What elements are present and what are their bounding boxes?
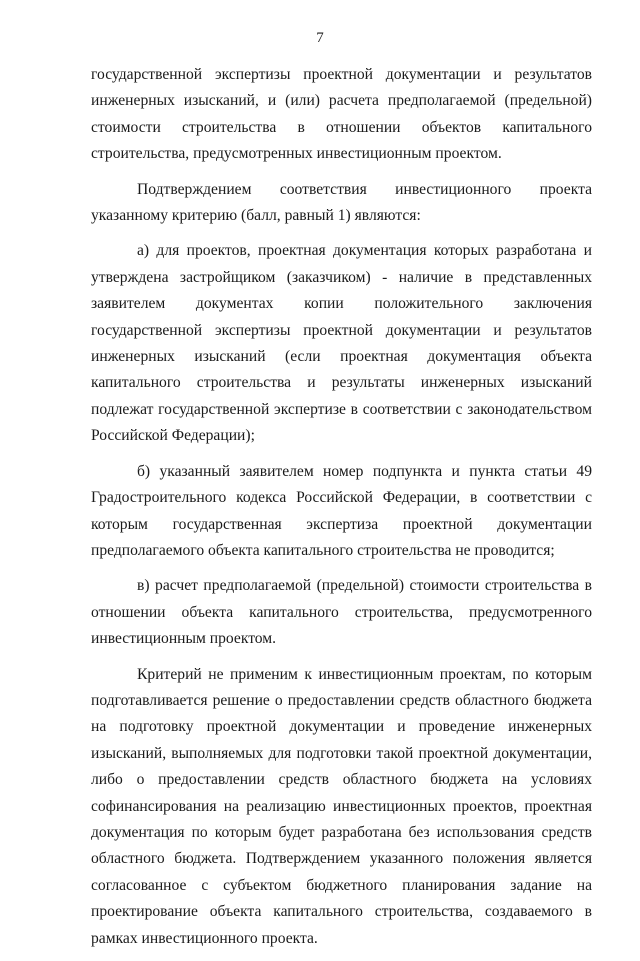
paragraph-item-b: б) указанный заявителем номер подпункта и пункта статьи 49 Градостроительного кодекса Российской Федерации, в соответствии с которым государственная экспертиза проектной документации предполагаемого объекта капитального строительства не проводится; bbox=[91, 462, 592, 559]
paragraph-criterion-not-applicable: Критерий не применим к инвестиционным проектам, по которым подготавливается решение о предоставлении средств областного бюджета на подготовку проектной документации и проведение инженерных изысканий, выполняемых для подготовки такой проектной документации, либо о предоставлении средств областного бюджета на условиях софинансирования на реализацию инвестиционных проектов, проектная документация по которым будет разработана без использования средств областного бюджета. Подтверждением указанного положения является согласованное с субъектом бюджетного планирования задание на проектирование объекта капитального строительства, создаваемого в рамках инвестиционного проекта. bbox=[91, 665, 592, 947]
paragraph-item-a: а) для проектов, проектная документация которых разработана и утверждена застройщиком (заказчиком) - наличие в представленных заявителем документах копии положительного заключения государственной экспертизы проектной документации и результатов инженерных изысканий (если проектная документация объекта капитального строительства и результаты инженерных изысканий подлежат государственной экспертизе в соответствии с законодательством Российской Федерации); bbox=[91, 242, 592, 445]
page-number: 7 bbox=[316, 30, 324, 46]
paragraph-continuation: государственной экспертизы проектной документации и результатов инженерных изысканий, и (или) расчета предполагаемой (предельной) стоимости строительства в отношении объектов капитального строительства, предусмотренных инвестиционным проектом. bbox=[91, 66, 592, 163]
paragraph-item-v: в) расчет предполагаемой (предельной) стоимости строительства в отношении объекта капитального строительства, предусмотренного инвестиционным проектом. bbox=[91, 577, 592, 648]
document-body bbox=[91, 62, 592, 961]
paragraph-confirmation-intro: Подтверждением соответствия инвестиционного проекта указанному критерию (балл, равный 1) являются: bbox=[91, 180, 592, 225]
